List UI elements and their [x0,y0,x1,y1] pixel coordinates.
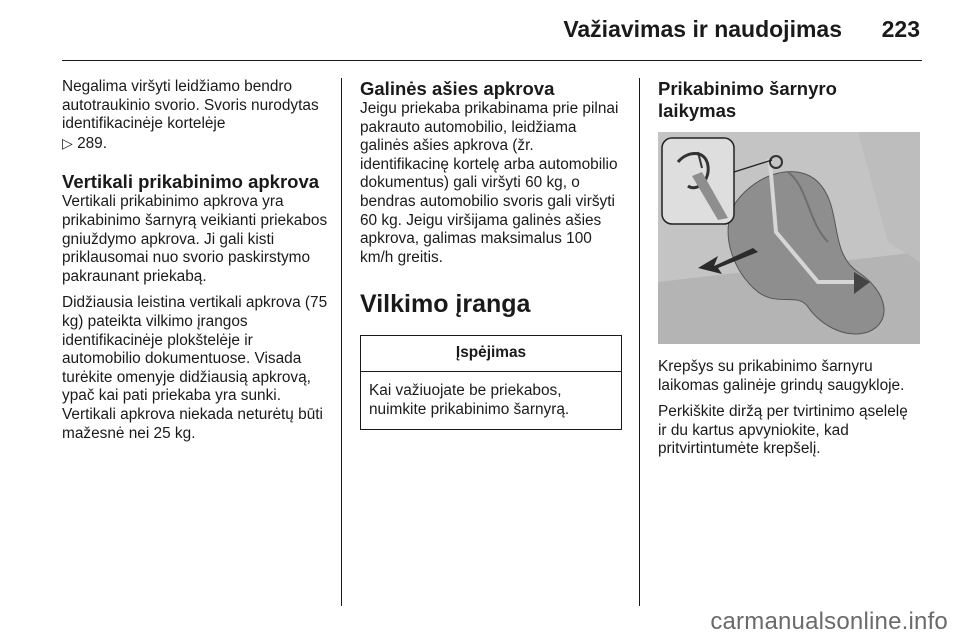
warning-title: Įspėjimas [361,336,621,372]
towbar-storage-bag-illustration [658,132,920,344]
rear-axle-heading: Galinės ašies apkrova [360,78,555,99]
vertical-load-paragraph-1: Vertikali prikabinimo apkrova yra prikabinimo šarnyrą veikianti priekabos gniuždymo apkrova. Ji gali kisti priklausomai nuo svorio paskirstymo pakraunant priekabą. [62,193,328,285]
warning-box [360,335,622,430]
page-number: 223 [881,16,920,42]
storage-paragraph-2: Perkiškite diržą per tvirtinimo ąselelę ir du kartus apvyniokite, kad pritvirtintumėte krepšelį. [658,403,908,458]
warning-text: Kai važiuojate be priekabos, nuimkite prikabinimo šarnyrą. [369,381,570,418]
storage-heading: Prikabinimo šarnyro laikymas [658,78,837,121]
column-divider-2 [639,78,640,606]
page-header [0,0,960,62]
watermark: carmanualsonline.info [710,608,948,635]
intro-page-ref[interactable]: 289. [77,134,108,152]
column-1 [62,78,328,451]
intro-text: Negalima viršyti leidžiamo bendro autotraukinio svorio. Svoris nurodytas identifikacinėje kortelėje [62,78,319,133]
column-divider-1 [341,78,342,606]
intro-paragraph [62,78,328,153]
towbar-storage-illustration [658,132,920,344]
vertical-load-paragraph-2: Didžiausia leistina vertikali apkrova (75 kg) pateikta vilkimo įrangos identifikacinėje plokštelėje ir automobilio dokumentuose. Visada turėkite omenyje didžiausią apkrovą, ypač kai pati priekaba yra sunki. Vertikali apkrova niekada neturėtų būti mažesnė nei 25 kg. [62,294,328,442]
rear-axle-paragraph: Jeigu priekaba prikabinama prie pilnai pakrauto automobilio, leidžiama galinės ašies apkrova (žr. identifikacinę kortelę arba automobilio dokumentus) gali viršyti 60 kg, o bendras automobilio svoris gali viršyti 60 kg. Jeigu viršijama galinės ašies apkrova, galimas maksimalus 100 km/h greitis. [360,100,619,266]
arrow-ref-icon: ▷ [62,134,73,151]
vertical-load-heading: Vertikali prikabinimo apkrova [62,171,320,193]
header-title: Važiavimas ir naudojimas [563,16,842,42]
towing-equipment-heading: Vilkimo įranga [360,290,531,319]
storage-paragraph-1: Krepšys su prikabinimo šarnyru laikomas galinėje grindų saugykloje. [658,358,905,394]
header-divider [62,60,922,61]
column-3 [658,78,920,467]
column-2 [360,78,622,430]
